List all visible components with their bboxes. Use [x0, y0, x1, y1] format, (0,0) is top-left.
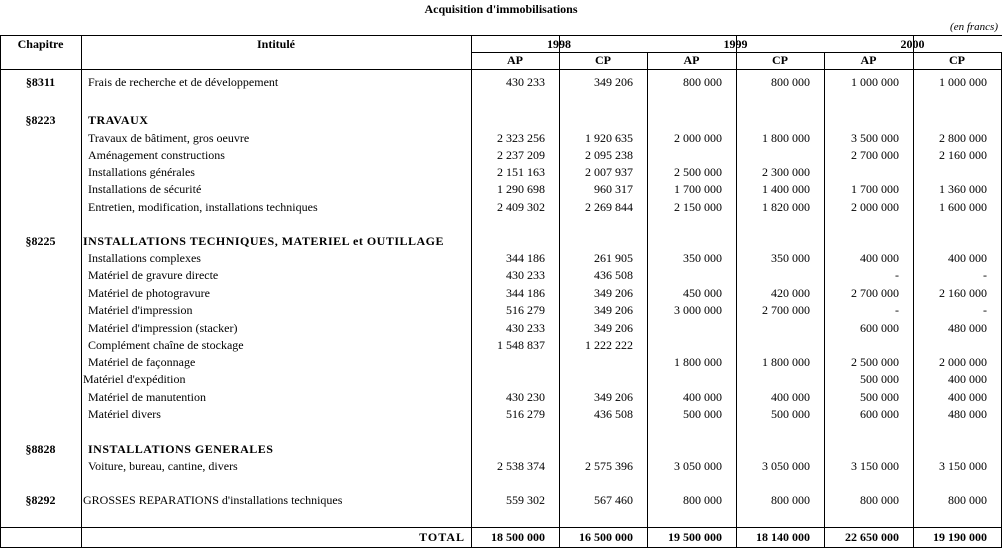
amount-cell: 450 000: [683, 286, 722, 300]
amount-cell: 2 237 209: [497, 148, 545, 162]
amount-cell: 400 000: [948, 390, 987, 404]
amount-cell: 800 000: [683, 493, 722, 507]
amount-cell: 1 360 000: [939, 182, 987, 196]
header-cp: CP: [949, 53, 965, 67]
total-label: TOTAL: [419, 530, 465, 544]
amount-cell: 350 000: [683, 251, 722, 265]
amount-cell: 559 302: [506, 493, 545, 507]
row-label: Matériel de photogravure: [88, 286, 210, 300]
amount-cell: 2 700 000: [762, 303, 810, 317]
amount-cell: 261 905: [594, 251, 633, 265]
amount-cell: 1 700 000: [674, 182, 722, 196]
row-label: Entretien, modification, installations techniques: [88, 200, 318, 214]
column-divider: [81, 35, 82, 548]
amount-cell: 800 000: [771, 75, 810, 89]
amount-cell: 349 206: [594, 321, 633, 335]
amount-cell: 3 050 000: [674, 459, 722, 473]
row-label: Frais de recherche et de développement: [88, 75, 279, 89]
chapitre-code: §8292: [25, 493, 56, 507]
amount-cell: 1 920 635: [585, 131, 633, 145]
header-cp: CP: [595, 53, 611, 67]
amount-cell: 2 538 374: [497, 459, 545, 473]
amount-cell: 436 508: [594, 268, 633, 282]
header-year-2000: 2000: [900, 37, 925, 51]
row-label: Installations de sécurité: [88, 182, 202, 196]
amount-cell: 2 151 163: [497, 165, 545, 179]
amount-cell: 3 050 000: [762, 459, 810, 473]
header-ap: AP: [683, 53, 700, 67]
header-ap: AP: [507, 53, 523, 67]
header-chapitre: Chapitre: [17, 37, 64, 51]
amount-cell: 400 000: [948, 372, 987, 386]
amount-cell: 349 206: [594, 390, 633, 404]
header-cp: CP: [772, 53, 788, 67]
amount-cell: -: [895, 303, 899, 317]
row-label: GROSSES REPARATIONS d'installations techniques: [83, 493, 343, 507]
amount-cell: 2 800 000: [939, 131, 987, 145]
amount-cell: 2 000 000: [674, 131, 722, 145]
amount-cell: 2 160 000: [939, 148, 987, 162]
amount-cell: 436 508: [594, 407, 633, 421]
amount-cell: 500 000: [860, 390, 899, 404]
chapitre-code: §8828: [25, 442, 56, 456]
row-label: Installations complexes: [88, 251, 201, 265]
row-label: Matériel d'impression: [88, 303, 193, 317]
amount-cell: 1 700 000: [851, 182, 899, 196]
column-divider: [0, 35, 1, 548]
amount-cell: 400 000: [860, 251, 899, 265]
amount-cell: 1 222 222: [585, 338, 633, 352]
chapitre-code: §8225: [25, 234, 56, 248]
amount-cell: 1 820 000: [762, 200, 810, 214]
amount-cell: 2 575 396: [585, 459, 633, 473]
amount-cell: 600 000: [860, 321, 899, 335]
total-amount: 19 500 000: [668, 530, 722, 544]
page-title: Acquisition d'immobilisations: [424, 2, 578, 16]
row-label: Matériel divers: [88, 407, 161, 421]
amount-cell: 516 279: [506, 303, 545, 317]
amount-cell: 2 000 000: [939, 355, 987, 369]
amount-cell: 430 233: [506, 268, 545, 282]
amount-cell: 1 000 000: [939, 75, 987, 89]
chapitre-code: §8311: [25, 75, 56, 89]
amount-cell: 1 800 000: [762, 355, 810, 369]
amount-cell: 800 000: [860, 493, 899, 507]
amount-cell: 3 150 000: [851, 459, 899, 473]
amount-cell: 500 000: [683, 407, 722, 421]
amount-cell: 480 000: [948, 321, 987, 335]
amount-cell: 500 000: [771, 407, 810, 421]
section-heading: INSTALLATIONS TECHNIQUES, MATERIEL et OUTILLAGE: [83, 234, 445, 248]
amount-cell: 2 095 238: [585, 148, 633, 162]
amount-cell: 2 500 000: [851, 355, 899, 369]
amount-cell: -: [895, 268, 899, 282]
amount-cell: 2 160 000: [939, 286, 987, 300]
header-ap: AP: [860, 53, 877, 67]
header-bottom-border: [0, 69, 1002, 70]
section-heading: TRAVAUX: [88, 113, 149, 127]
amount-cell: 516 279: [506, 407, 545, 421]
total-top-border: [0, 527, 1002, 528]
row-label: Complément chaîne de stockage: [88, 338, 244, 352]
amount-cell: 2 700 000: [851, 148, 899, 162]
amount-cell: 1 800 000: [762, 131, 810, 145]
amount-cell: 800 000: [948, 493, 987, 507]
amount-cell: 567 460: [594, 493, 633, 507]
table-top-border: [0, 35, 1002, 36]
amount-cell: 350 000: [771, 251, 810, 265]
amount-cell: 2 409 302: [497, 200, 545, 214]
amount-cell: 2 007 937: [585, 165, 633, 179]
total-amount: 19 190 000: [933, 530, 987, 544]
unit-note: (en francs): [950, 21, 998, 33]
amount-cell: 420 000: [771, 286, 810, 300]
row-label: Matériel de gravure directe: [88, 268, 219, 282]
amount-cell: 2 269 844: [585, 200, 633, 214]
amount-cell: 800 000: [683, 75, 722, 89]
amount-cell: 3 000 000: [674, 303, 722, 317]
amount-cell: 2 700 000: [851, 286, 899, 300]
table-bottom-border: [0, 547, 1002, 548]
amount-cell: 430 233: [506, 75, 545, 89]
amount-cell: 349 206: [594, 303, 633, 317]
amount-cell: 344 186: [506, 251, 545, 265]
row-label: Voiture, bureau, cantine, divers: [88, 459, 238, 473]
amount-cell: 344 186: [506, 286, 545, 300]
amount-cell: -: [983, 268, 987, 282]
section-heading: INSTALLATIONS GENERALES: [88, 442, 274, 456]
amount-cell: 349 206: [594, 286, 633, 300]
row-label: Travaux de bâtiment, gros oeuvre: [88, 131, 250, 145]
amount-cell: 1 548 837: [497, 338, 545, 352]
amount-cell: 3 150 000: [939, 459, 987, 473]
amount-cell: 800 000: [771, 493, 810, 507]
amount-cell: 400 000: [771, 390, 810, 404]
amount-cell: 960 317: [594, 182, 633, 196]
amount-cell: 1 800 000: [674, 355, 722, 369]
header-year-1999: 1999: [723, 37, 748, 51]
chapitre-code: §8223: [25, 113, 56, 127]
amount-cell: 2 500 000: [674, 165, 722, 179]
header-year-1998: 1998: [547, 37, 571, 51]
amount-cell: 2 300 000: [762, 165, 810, 179]
row-label: Installations générales: [88, 165, 195, 179]
row-label: Aménagement constructions: [88, 148, 225, 162]
amount-cell: 1 290 698: [497, 182, 545, 196]
amount-cell: -: [983, 303, 987, 317]
amount-cell: 480 000: [948, 407, 987, 421]
amount-cell: 430 233: [506, 321, 545, 335]
total-amount: 16 500 000: [579, 530, 633, 544]
amount-cell: 349 206: [594, 75, 633, 89]
amount-cell: 430 230: [506, 390, 545, 404]
amount-cell: 3 500 000: [851, 131, 899, 145]
amount-cell: 500 000: [860, 372, 899, 386]
amount-cell: 1 600 000: [939, 200, 987, 214]
amount-cell: 400 000: [948, 251, 987, 265]
amount-cell: 2 323 256: [497, 131, 545, 145]
row-label: Matériel de manutention: [88, 390, 206, 404]
amount-cell: 1 000 000: [851, 75, 899, 89]
total-amount: 18 140 000: [756, 530, 810, 544]
row-label: Matériel d'expédition: [83, 372, 186, 386]
total-amount: 18 500 000: [491, 530, 545, 544]
header-intitule: Intitulé: [256, 37, 295, 51]
total-amount: 22 650 000: [845, 530, 899, 544]
amount-cell: 600 000: [860, 407, 899, 421]
row-label: Matériel d'impression (stacker): [88, 321, 238, 335]
amount-cell: 1 400 000: [762, 182, 810, 196]
row-label: Matériel de façonnage: [88, 355, 196, 369]
amount-cell: 2 150 000: [674, 200, 722, 214]
amount-cell: 2 000 000: [851, 200, 899, 214]
amount-cell: 400 000: [683, 390, 722, 404]
